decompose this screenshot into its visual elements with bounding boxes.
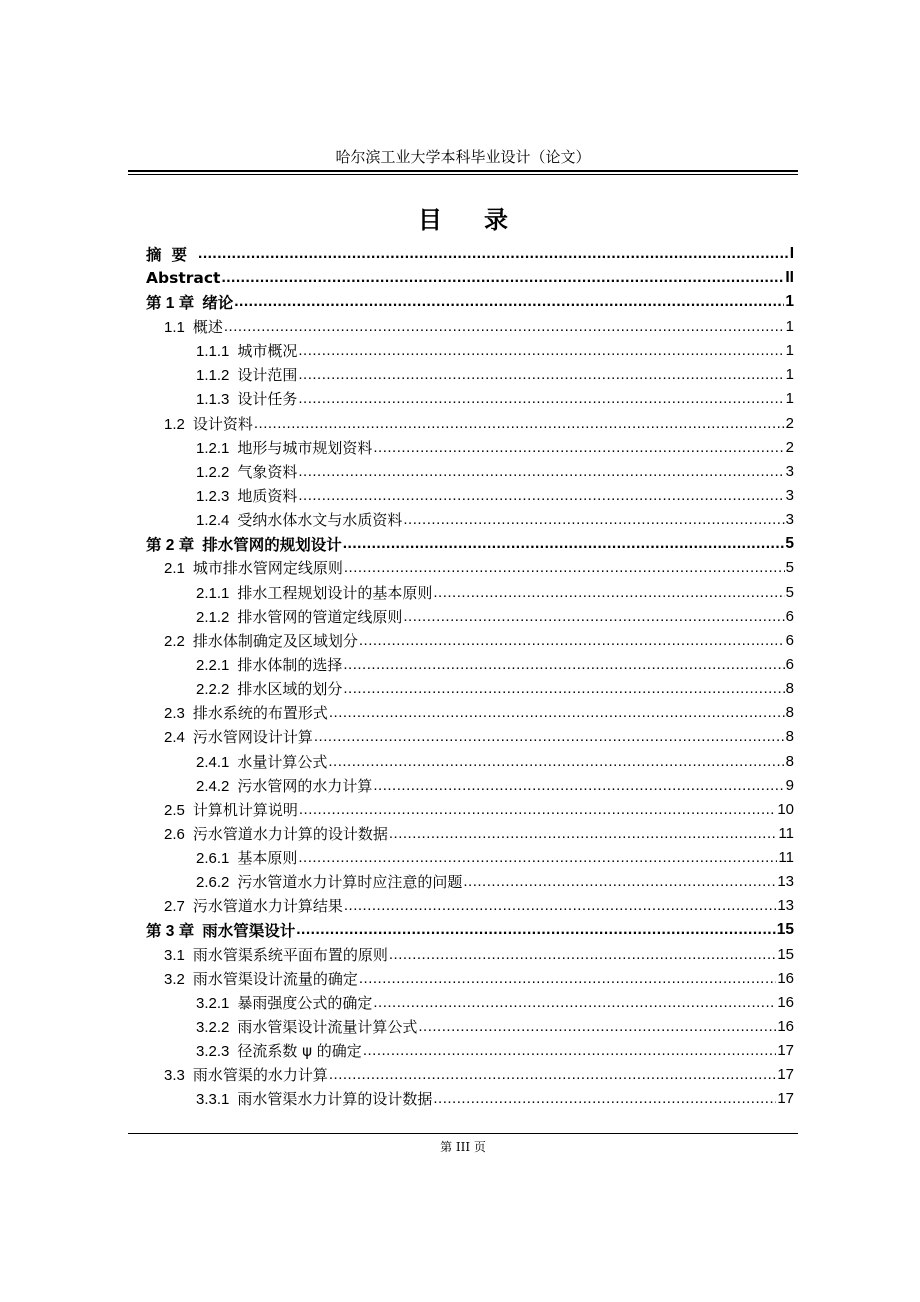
toc-entry[interactable]	[146, 749, 794, 773]
toc-entry-text: 雨水管渠的水力计算	[192, 1066, 328, 1085]
toc-entry-label	[196, 364, 298, 385]
toc-leader-dots	[433, 584, 784, 601]
toc-entry-text: 径流系数 ψ 的确定	[237, 1042, 362, 1061]
toc-entry-text: 排水工程规划设计的基本原则	[237, 583, 433, 602]
toc-entry-page: 16	[777, 969, 794, 987]
toc-entry-number: 3.3	[164, 1067, 185, 1085]
toc-title: 目录	[418, 205, 550, 234]
toc-entry-label	[164, 944, 389, 965]
toc-entry-text: 排水区域的划分	[237, 680, 343, 699]
toc-entry-text: 受纳水体水文与水质资料	[237, 511, 403, 530]
toc-entry[interactable]	[146, 773, 794, 797]
toc-leader-dots	[198, 245, 789, 263]
toc-entry[interactable]	[146, 411, 794, 435]
toc-leader-dots	[343, 656, 784, 673]
toc-leader-dots	[298, 849, 777, 866]
toc-entry-label	[164, 316, 224, 337]
toc-entry-page: 17	[777, 1042, 794, 1060]
toc-leader-dots	[234, 293, 784, 311]
toc-entry[interactable]	[146, 894, 794, 918]
toc-entry[interactable]	[146, 1015, 794, 1039]
toc-entry[interactable]	[146, 677, 794, 701]
toc-entry[interactable]	[146, 242, 794, 266]
toc-entry[interactable]	[146, 701, 794, 725]
toc-leader-dots	[373, 777, 784, 794]
toc-entry-text: Abstract	[146, 268, 221, 287]
toc-entry-label	[164, 1064, 329, 1085]
toc-entry-number: 3.1	[164, 946, 185, 964]
toc-entry-number: 1.2.2	[196, 463, 230, 481]
toc-entry[interactable]	[146, 459, 794, 483]
toc-entry-text: 城市排水管网定线原则	[192, 559, 343, 578]
toc-entry[interactable]	[146, 363, 794, 387]
toc-entry-text: 水量计算公式	[237, 752, 328, 771]
toc-leader-dots	[373, 994, 776, 1011]
toc-entry-label	[146, 919, 296, 941]
toc-entry-label	[196, 1040, 363, 1061]
toc-leader-dots	[463, 873, 776, 890]
page-number: 第 III 页	[440, 1140, 486, 1154]
toc-entry-text: 雨水管渠水力计算的设计数据	[237, 1090, 433, 1109]
toc-entry-text: 污水管网设计计算	[192, 728, 313, 747]
toc-entry-number: 1.2.1	[196, 439, 230, 457]
toc-entry-text: 暴雨强度公式的确定	[237, 993, 373, 1012]
toc-entry-text: 摘要	[146, 246, 198, 265]
toc-entry-page: 8	[785, 704, 794, 722]
toc-leader-dots	[298, 463, 784, 480]
toc-entry-label	[146, 533, 343, 555]
toc-entry-label	[146, 269, 221, 288]
toc-entry-label	[164, 799, 299, 820]
toc-entry-page: 15	[777, 945, 794, 963]
toc-entry-number: 3.3.1	[196, 1091, 230, 1109]
toc-entry-text: 雨水管渠设计	[202, 922, 296, 940]
toc-entry-text: 计算机计算说明	[192, 800, 298, 819]
toc-leader-dots	[314, 728, 785, 745]
toc-entry-number: 1.2	[164, 415, 185, 433]
toc-entry-page: 1	[785, 317, 794, 335]
toc-entry-page: 1	[785, 293, 794, 311]
toc-entry-number: 2.5	[164, 801, 185, 819]
toc-entry[interactable]	[146, 942, 794, 966]
toc-entry-number: 2.4	[164, 729, 185, 747]
toc-entry[interactable]	[146, 725, 794, 749]
toc-entry-page: 10	[777, 800, 794, 818]
toc-entry-text: 排水管网的管道定线原则	[237, 607, 403, 626]
toc-entry-label	[196, 437, 373, 458]
toc-entry-number: 2.4.2	[196, 777, 230, 795]
toc-entry-label	[196, 871, 463, 892]
toc-entry-label	[164, 726, 314, 747]
toc-leader-dots	[433, 1090, 776, 1107]
toc-entry-number: 2.7	[164, 898, 185, 916]
toc-entry[interactable]	[146, 387, 794, 411]
toc-entry[interactable]	[146, 532, 794, 556]
footer-rule	[128, 1133, 798, 1134]
toc-entry-page: 11	[778, 824, 794, 842]
toc-entry-page: 13	[777, 873, 794, 891]
toc-leader-dots	[389, 825, 778, 842]
toc-entry-text: 概述	[192, 317, 223, 336]
toc-entry-label	[196, 606, 403, 627]
toc-entry-number: 2.2.1	[196, 656, 230, 674]
toc-entry-label	[146, 243, 198, 265]
toc-entry[interactable]	[146, 1087, 794, 1111]
toc-entry[interactable]	[146, 290, 794, 314]
toc-entry-number: 2.2	[164, 632, 185, 650]
toc-leader-dots	[403, 608, 784, 625]
toc-entry-text: 排水系统的布置形式	[192, 704, 328, 723]
toc-leader-dots	[224, 318, 785, 335]
toc-entry-label	[164, 895, 344, 916]
toc-entry-number: 1.2.4	[196, 512, 230, 530]
toc-entry-label	[146, 291, 234, 313]
toc-entry-text: 排水管网的规划设计	[202, 535, 342, 554]
toc-entry-number: 2.6.1	[196, 850, 230, 868]
toc-entry-page: 2	[785, 438, 794, 456]
toc-entry-label	[196, 847, 298, 868]
toc-entry-text: 污水管网的水力计算	[237, 776, 373, 795]
toc-entry-number: 2.1.1	[196, 584, 230, 602]
toc-entry[interactable]	[146, 1039, 794, 1063]
toc-entry[interactable]	[146, 604, 794, 628]
toc-entry-page: 8	[785, 728, 794, 746]
toc-entry[interactable]	[146, 966, 794, 990]
toc-entry-text: 雨水管渠设计流量的确定	[192, 969, 358, 988]
toc-entry-page: 2	[785, 414, 794, 432]
toc-entry-page: 9	[785, 776, 794, 794]
toc-entry[interactable]	[146, 508, 794, 532]
toc-entry-label	[164, 968, 359, 989]
toc-entry-page: 16	[777, 1018, 794, 1036]
toc-entry[interactable]	[146, 556, 794, 580]
toc-entry-label	[164, 557, 344, 578]
toc-entry[interactable]	[146, 580, 794, 604]
toc-entry-label	[196, 1088, 433, 1109]
toc-entry-number: 2.1	[164, 560, 185, 578]
toc-entry-text: 设计资料	[192, 414, 253, 433]
toc-entry-text: 排水体制的选择	[237, 655, 343, 674]
toc-entry-label	[196, 485, 298, 506]
toc-entry-number: 3.2.1	[196, 994, 230, 1012]
toc-entry-label	[196, 582, 433, 603]
toc-entry-number: 2.4.1	[196, 753, 230, 771]
toc-entry-page: 17	[777, 1066, 794, 1084]
toc-entry-page: 5	[785, 559, 794, 577]
table-of-contents	[146, 242, 794, 1111]
toc-entry-number: 2.6	[164, 825, 185, 843]
toc-entry-page: 1	[785, 342, 794, 360]
toc-entry[interactable]	[146, 870, 794, 894]
toc-entry[interactable]	[146, 846, 794, 870]
toc-entry-page: 6	[785, 631, 794, 649]
toc-entry-page: 1	[785, 366, 794, 384]
toc-entry-number: 3.2	[164, 970, 185, 988]
toc-entry-number: 1.1	[164, 318, 185, 336]
toc-entry-number: 第 1 章	[146, 295, 195, 313]
toc-leader-dots	[254, 415, 785, 432]
toc-entry-label	[196, 388, 298, 409]
toc-entry-text: 污水管道水力计算结果	[192, 897, 343, 916]
toc-entry-number: 1.2.3	[196, 487, 230, 505]
toc-leader-dots	[299, 801, 776, 818]
toc-leader-dots	[329, 1066, 776, 1083]
toc-entry-text: 设计任务	[237, 390, 298, 409]
toc-entry-page: 8	[785, 680, 794, 698]
toc-entry-number: 3.2.2	[196, 1019, 230, 1037]
toc-entry[interactable]	[146, 339, 794, 363]
toc-leader-dots	[363, 1042, 777, 1059]
toc-leader-dots	[403, 511, 784, 528]
toc-entry-number: 1.1.2	[196, 367, 230, 385]
toc-entry-text: 雨水管渠系统平面布置的原则	[192, 945, 388, 964]
toc-entry[interactable]	[146, 1063, 794, 1087]
toc-entry-text: 排水体制确定及区域划分	[192, 631, 358, 650]
toc-entry-number: 第 3 章	[146, 923, 195, 940]
toc-entry-text: 地形与城市规划资料	[237, 438, 373, 457]
toc-leader-dots	[221, 269, 784, 287]
toc-entry-text: 污水管道水力计算的设计数据	[192, 824, 388, 843]
toc-entry-label	[196, 509, 403, 530]
toc-entry-page: 3	[785, 462, 794, 480]
toc-leader-dots	[359, 632, 785, 649]
toc-leader-dots	[344, 559, 785, 576]
toc-entry-label	[196, 1016, 418, 1037]
header-rule-thin	[128, 174, 798, 175]
toc-entry-label	[164, 413, 254, 434]
toc-entry-page: 17	[777, 1090, 794, 1108]
toc-entry-page: 13	[777, 897, 794, 915]
toc-entry-label	[196, 751, 328, 772]
toc-leader-dots	[344, 897, 776, 914]
toc-entry-number: 2.3	[164, 705, 185, 723]
toc-leader-dots	[418, 1018, 776, 1035]
toc-leader-dots	[389, 946, 776, 963]
toc-entry-number: 2.1.2	[196, 608, 230, 626]
toc-entry-text: 设计范围	[237, 366, 298, 385]
toc-leader-dots	[298, 390, 784, 407]
header-rule-thick	[128, 170, 798, 172]
toc-entry-text: 城市概况	[237, 342, 298, 361]
toc-entry[interactable]	[146, 918, 794, 942]
toc-entry-page: II	[785, 269, 794, 287]
toc-entry-text: 地质资料	[237, 486, 298, 505]
toc-leader-dots	[329, 704, 785, 721]
toc-entry-text: 气象资料	[237, 462, 298, 481]
toc-entry[interactable]	[146, 652, 794, 676]
toc-leader-dots	[296, 921, 776, 939]
toc-entry-page: 3	[785, 486, 794, 504]
toc-leader-dots	[298, 342, 784, 359]
toc-entry[interactable]	[146, 990, 794, 1014]
toc-entry-page: 11	[778, 849, 794, 867]
toc-entry-label	[196, 461, 298, 482]
toc-entry-label	[196, 992, 373, 1013]
toc-entry-page: 8	[785, 752, 794, 770]
toc-leader-dots	[343, 535, 785, 553]
toc-entry-page: 5	[785, 534, 794, 552]
toc-entry[interactable]	[146, 821, 794, 845]
toc-entry-number: 2.6.2	[196, 874, 230, 892]
toc-leader-dots	[373, 439, 784, 456]
toc-entry-label	[164, 630, 359, 651]
toc-leader-dots	[359, 970, 776, 987]
toc-entry-text: 绪论	[202, 294, 234, 313]
toc-entry-number: 2.2.2	[196, 681, 230, 699]
toc-leader-dots	[298, 487, 784, 504]
toc-entry[interactable]	[146, 266, 794, 290]
toc-leader-dots	[298, 366, 784, 383]
toc-entry-number: 1.1.3	[196, 391, 230, 409]
toc-entry-number: 3.2.3	[196, 1043, 230, 1061]
toc-entry-label	[196, 678, 343, 699]
toc-entry-text: 污水管道水力计算时应注意的问题	[237, 873, 463, 892]
toc-leader-dots	[343, 680, 784, 697]
toc-entry-text: 基本原则	[237, 849, 298, 868]
toc-entry[interactable]	[146, 628, 794, 652]
toc-entry-page: 1	[785, 390, 794, 408]
toc-entry-number: 第 2 章	[146, 536, 195, 554]
toc-entry-label	[196, 340, 298, 361]
toc-entry-page: 6	[785, 655, 794, 673]
toc-entry[interactable]	[146, 435, 794, 459]
running-header: 哈尔滨工业大学本科毕业设计（论文）	[335, 148, 591, 166]
toc-entry[interactable]	[146, 797, 794, 821]
toc-entry-page: 3	[785, 511, 794, 529]
toc-entry-label	[196, 654, 343, 675]
toc-entry-page: 6	[785, 607, 794, 625]
toc-entry-number: 1.1.1	[196, 343, 230, 361]
toc-entry[interactable]	[146, 314, 794, 338]
toc-entry-label	[164, 823, 389, 844]
toc-entry[interactable]	[146, 483, 794, 507]
toc-entry-page: I	[789, 245, 794, 263]
toc-entry-label	[164, 702, 329, 723]
toc-entry-text: 雨水管渠设计流量计算公式	[237, 1018, 418, 1037]
toc-entry-page: 5	[785, 583, 794, 601]
toc-entry-label	[196, 775, 373, 796]
toc-leader-dots	[328, 753, 784, 770]
toc-entry-page: 16	[777, 993, 794, 1011]
toc-entry-page: 15	[776, 921, 794, 938]
